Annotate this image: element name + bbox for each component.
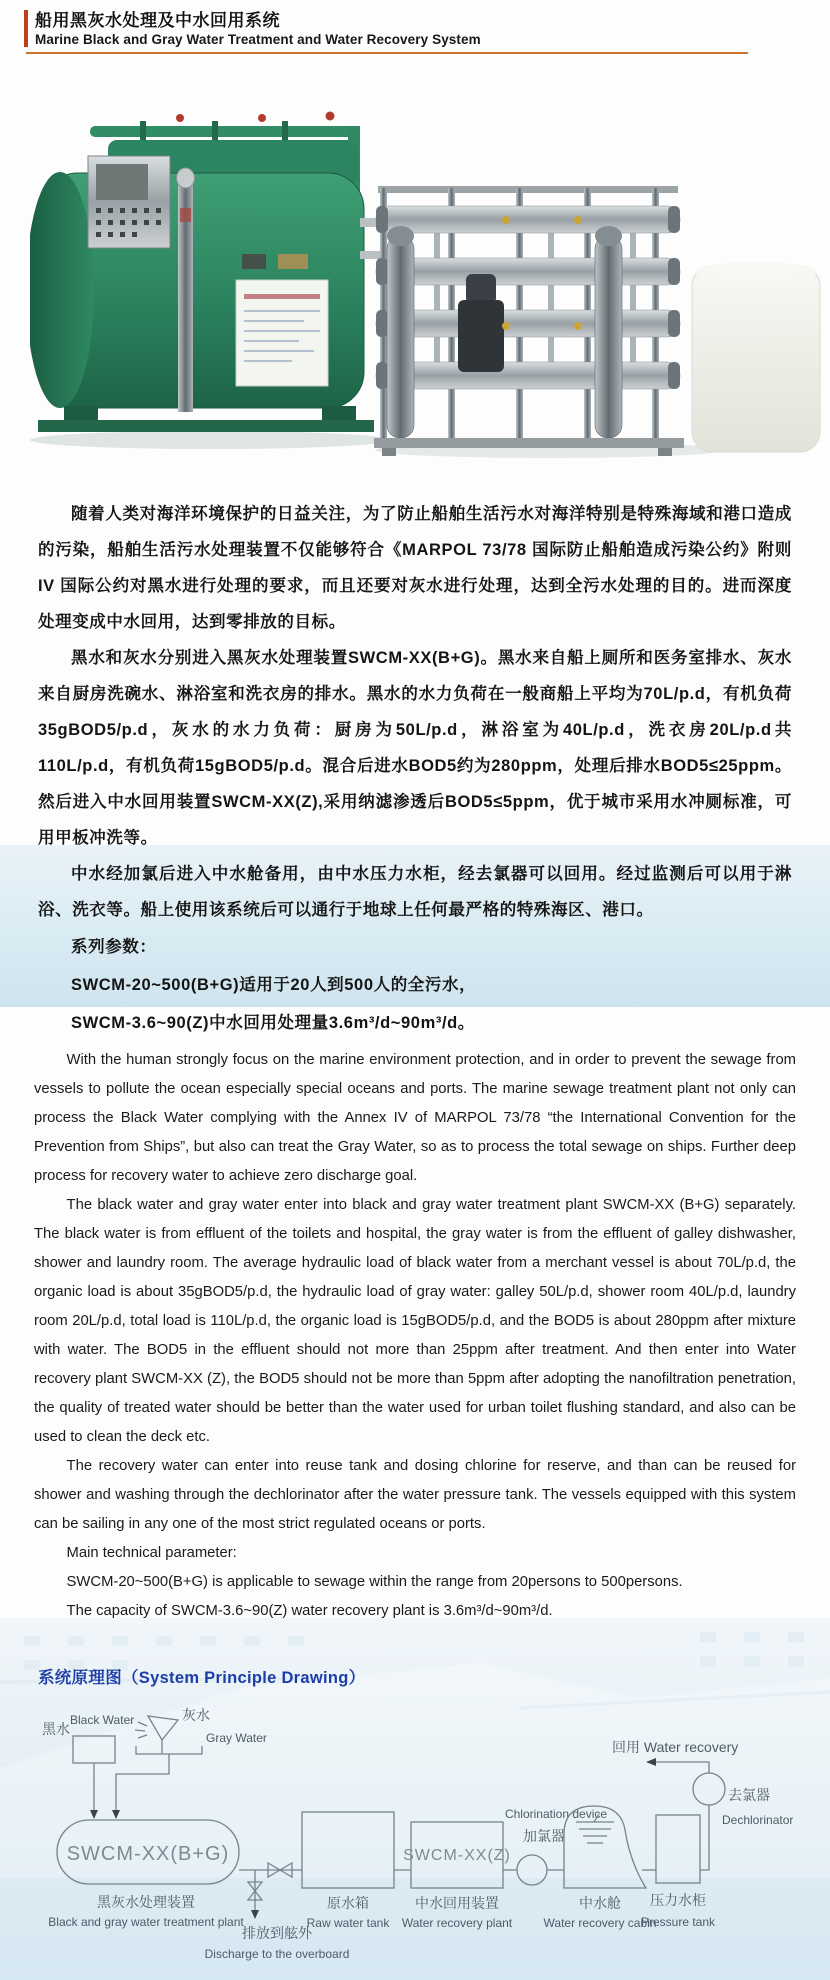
chlorination-device-shape (517, 1855, 547, 1885)
name-placard-illustration (236, 280, 328, 386)
pressure-tank-label-en: Pressure tank (640, 1915, 716, 1929)
en-param-2: The capacity of SWCM-3.6~90(Z) water recovery plant is 3.6m³/d~90m³/d. (66, 1603, 553, 1619)
sight-glass-column-illustration (177, 168, 195, 412)
pressure-tank-shape (656, 1815, 700, 1883)
black-water-box (73, 1736, 115, 1763)
chinese-description (0, 496, 830, 1042)
node-black-water (42, 1713, 134, 1819)
node-pressure-tank (641, 1815, 716, 1929)
cn-paragraph-1: 随着人类对海洋环境保护的日益关注，为了防止船舶生活污水对海洋特别是特殊海域和港口造成的污染，船舶生活污水处理装置不仅能够符合《MARPOL 73/78 国际防止船舶造成污染公约》附则IV 国际公约对黑水进行处理的要求，而且还要对灰水进行处理，达到全污水处理的目的。进而深度处理变成中水回用，达到零排放的目标。 (38, 505, 792, 631)
page-title-zh: 船用黑灰水处理及中水回用系统 (35, 11, 280, 30)
cn-paragraph-3: 中水经加氯后进入中水舱备用，由中水压力水柜，经去氯器可以回用。经过监测后可以用于淋浴、洗衣等。船上使用该系统后可以通行于地球上任何最严格的特殊海区、港口。 (38, 865, 792, 919)
en-paragraph-3: The recovery water can enter into reuse tank and dosing chlorine for reserve, and than can be reused for shower and washing through the dechlorinator after the water pressure tank. The vessels equipped with this system can be sailing in any one of the most strict regulated oceans or ports. (34, 1458, 796, 1532)
cabin-label-en: Water recovery cabin (543, 1916, 657, 1930)
arrow-icon (646, 1758, 656, 1766)
cn-paragraph-2: 黑水和灰水分别进入黑灰水处理装置SWCM-XX(B+G)。黑水来自船上厕所和医务室排水、灰水来自厨房洗碗水、淋浴室和洗衣房的排水。黑水的水力负荷在一般商船上平均为70L/p.d，有机负荷35gBOD5/p.d，灰水的水力负荷：厨房为50L/p.d，淋浴室为40L/p.d，洗衣房20L/p.d共110L/p.d，有机负荷15gBOD5/p.d。混合后进水BOD5约为280ppm，处理后排水BOD5≤25ppm。然后进入中水回用装置SWCM-XX(Z),采用纳滤渗透后BOD5≤5ppm，优于城市采用水冲厕标准，可用甲板冲洗等。 (38, 649, 792, 847)
raw-water-tank-shape (302, 1812, 394, 1888)
funnel-icon (135, 1716, 178, 1754)
discharge-label-zh: 排放到舷外 (242, 1925, 312, 1941)
page-title-en: Marine Black and Gray Water Treatment and Water Recovery System (35, 32, 481, 47)
water-recovery-plant-code: SWCM-XX(Z) (403, 1847, 511, 1864)
pressure-tank-label-zh: 压力水柜 (650, 1892, 706, 1908)
storage-tank-illustration (692, 262, 820, 452)
discharge-label-en: Discharge to the overboard (204, 1947, 350, 1961)
gray-water-label-en: Gray Water (206, 1731, 267, 1745)
raw-water-tank-label-en: Raw water tank (306, 1916, 390, 1930)
page-header (24, 6, 808, 54)
node-water-recovery-plant (402, 1822, 513, 1930)
treatment-plant-label-en: Black and gray water treatment plant (48, 1915, 244, 1929)
en-paragraph-2: The black water and gray water enter into black and gray water treatment plant SWCM-XX (B+G) separately. The black water is from effluent of the toilets and hospital, the gray water is from the effluent of galley dishwasher, shower and laundry room. The average hydraulic load of black water from a merchant vessel is about 70L/p.d, the organic load is about 35gBOD5/p.d, the hydraulic load of gray water: galley 50L/p.d, shower room 40L/p.d, laundry room 20L/p.d, total load is 110L/p.d, the organic load is 15gBOD5/p.d, and the BOD5 is about 280ppm after mixture with water. The BOD5 in the effluent should not more than 25ppm after treatment. And then enter into Water recovery plant SWCM-XX (Z), the BOD5 should not be more than 5ppm after adopting the nanofiltration penetration, the quality of treated water should be better than the water used for urban toilet flushing standard, and also can be used to clean the deck etc. (34, 1197, 796, 1445)
node-treatment-plant (48, 1820, 244, 1929)
water-recovery-plant-label-en: Water recovery plant (401, 1916, 513, 1930)
treatment-plant-code: SWCM-XX(B+G) (66, 1843, 230, 1865)
collector-bracket (136, 1746, 202, 1754)
raw-water-tank-label-zh: 原水箱 (327, 1895, 369, 1911)
node-gray-water (112, 1707, 267, 1819)
arrow-icon (90, 1810, 98, 1819)
system-principle-diagram (0, 1700, 830, 1980)
en-params-title: Main technical parameter: (66, 1545, 237, 1561)
accent-bar (24, 10, 28, 47)
control-panel-illustration (88, 156, 170, 248)
en-paragraph-1: With the human strongly focus on the marine environment protection, and in order to prevent the sewage from vessels to pollute the ocean especially special oceans and ports. The marine sewage treatment plant not only can process the Black Water complying with the Annex IV of MARPOL 73/78 “the International Convention for the Prevention from Ships”, but also can treat the Gray Water, so as to process the total sewage on ships. Further deep process for recovery water to achieve zero discharge goal. (34, 1052, 796, 1184)
node-raw-water-tank (302, 1812, 394, 1930)
node-water-recovery-cabin (544, 1806, 657, 1930)
water-recovery-plant-label-zh: 中水回用装置 (415, 1895, 499, 1911)
cn-params-title: 系列参数： (71, 938, 157, 956)
cabin-label-zh: 中水舱 (579, 1895, 621, 1911)
cn-param-2: SWCM-3.6~90(Z)中水回用处理量3.6m³/d~90m³/d。 (71, 1014, 475, 1032)
dechlorinator-shape (693, 1773, 725, 1805)
dechlorinator-label-en: Dechlorinator (722, 1813, 794, 1827)
cn-param-1: SWCM-20~500(B+G)适用于20人到500人的全污水， (71, 976, 477, 994)
en-param-1: SWCM-20~500(B+G) is applicable to sewage within the range from 20persons to 500persons. (66, 1574, 683, 1590)
chlorination-label-en: Chlorination device (504, 1807, 608, 1821)
black-water-label-en: Black Water (70, 1713, 135, 1727)
black-water-label-zh: 黑水 (42, 1721, 70, 1737)
chlorination-label-zh: 加氯器 (523, 1828, 565, 1844)
gray-water-label-zh: 灰水 (182, 1707, 210, 1723)
node-dechlorinator (612, 1739, 793, 1870)
product-photo (30, 68, 825, 463)
arrow-icon (112, 1810, 120, 1819)
english-description (0, 1046, 830, 1626)
node-chlorination-device (505, 1807, 607, 1885)
treatment-plant-label-zh: 黑灰水处理装置 (97, 1894, 195, 1910)
dechlorinator-label-zh: 去氯器 (728, 1787, 770, 1803)
header-rule (26, 52, 748, 54)
section-title-principle-drawing: 系统原理图（System Principle Drawing） (38, 1669, 366, 1687)
arrow-icon (251, 1910, 259, 1919)
recovery-outlet-label: 回用 Water recovery (612, 1739, 739, 1755)
